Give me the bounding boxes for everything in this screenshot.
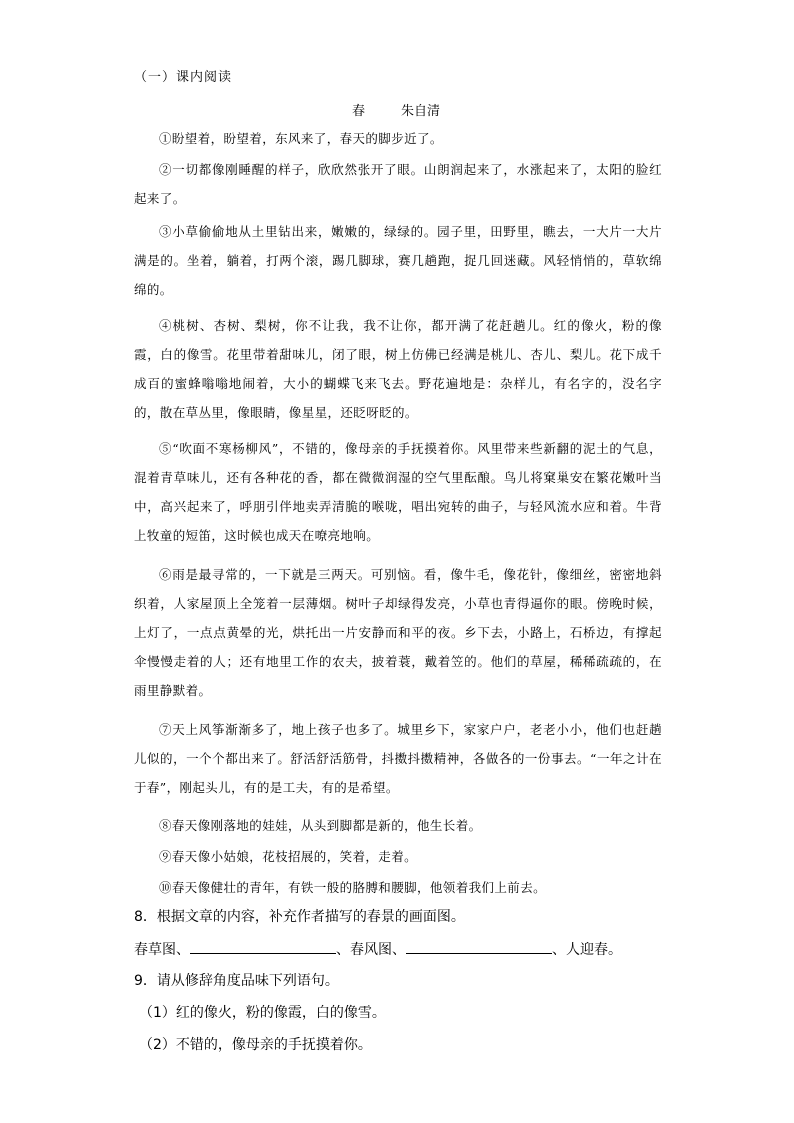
q8-blank-2[interactable] (406, 939, 552, 954)
section-label: （一）课内阅读 (134, 70, 233, 85)
paragraph-7: ⑦天上风筝渐渐多了，地上孩子也多了。城里乡下，家家户户，老老小小，他们也赶趟儿似的，一个个都出来了。舒活舒活筋骨，抖擞抖擞精神，各做各的一份事去。“一年之计在于春”，刚起头儿，有的是工夫，有的是希望。 (134, 722, 662, 795)
q8-blank-1[interactable] (190, 939, 336, 954)
title-main: 春 (352, 104, 366, 119)
paragraph-6: ⑥雨是最寻常的，一下就是三两天。可别恼。看，像牛毛，像花针，像细丝，密密地斜织着，人家屋顶上全笼着一层薄烟。树叶子却绿得发亮，小草也青得逼你的眼。傍晚时候，上灯了，一点点黄晕的光，烘托出一片安静而和平的夜。乡下去，小路上，石桥边，有撑起伞慢慢走着的人；还有地里工作的农夫，披着蓑，戴着笠的。他们的草屋，稀稀疏疏的，在雨里静默着。 (134, 567, 662, 698)
question-9-prompt: 9．请从修辞角度品味下列语句。 (134, 973, 339, 989)
question-8-prompt: 8．根据文章的内容，补充作者描写的春景的画面图。 (134, 909, 465, 925)
paragraph-10: ⑩春天像健壮的青年，有铁一般的胳膊和腰脚，他领着我们上前去。 (159, 880, 547, 895)
q8-text-1: 春草图、 (134, 942, 190, 958)
question-9-item-2: （2）不错的，像母亲的手抚摸着你。 (139, 1037, 372, 1053)
paragraph-9: ⑨春天像小姑娘，花枝招展的，笑着，走着。 (159, 849, 418, 864)
paragraph-1: ①盼望着，盼望着，东风来了，春天的脚步近了。 (159, 131, 443, 146)
paragraph-5: ⑤“吹面不寒杨柳风”，不错的，像母亲的手抚摸着你。风里带来些新翻的泥土的气息，混着青草味儿，还有各种花的香，都在微微润湿的空气里酝酿。鸟儿将窠巢安在繁花嫩叶当中，高兴起来了，呼朋引伴地卖弄清脆的喉咙，唱出宛转的曲子，与轻风流水应和着。牛背上牧童的短笛，这时候也成天在嘹亮地响。 (134, 441, 662, 543)
paragraph-4: ④桃树、杏树、梨树，你不让我，我不让你，都开满了花赶趟儿。红的像火，粉的像霞，白的像雪。花里带着甜味儿，闭了眼，树上仿佛已经满是桃儿、杏儿、梨儿。花下成千成百的蜜蜂嗡嗡地闹着，大小的蝴蝶飞来飞去。野花遍地是：杂样儿，有名字的，没名字的，散在草丛里，像眼睛，像星星，还眨呀眨的。 (134, 318, 662, 420)
paragraph-2: ②一切都像刚睡醒的样子，欣欣然张开了眼。山朗润起来了，水涨起来了，太阳的脸红起来了。 (134, 162, 662, 206)
question-9-item-1: （1）红的像火，粉的像霞，白的像雪。 (139, 1005, 386, 1021)
passage-title (352, 100, 440, 119)
paragraph-3: ③小草偷偷地从土里钻出来，嫩嫩的，绿绿的。园子里，田野里，瞧去，一大片一大片满是的。坐着，躺着，打两个滚，踢几脚球，赛几趟跑，捉几回迷藏。风轻悄悄的，草软绵绵的。 (134, 224, 662, 297)
question-8-answer-line (134, 939, 622, 960)
q8-text-2: 、春风图、 (336, 942, 406, 958)
q8-text-3: 、人迎春。 (552, 942, 622, 958)
title-author: 朱自清 (401, 104, 441, 119)
paragraph-8: ⑧春天像刚落地的娃娃，从头到脚都是新的，他生长着。 (159, 818, 482, 833)
